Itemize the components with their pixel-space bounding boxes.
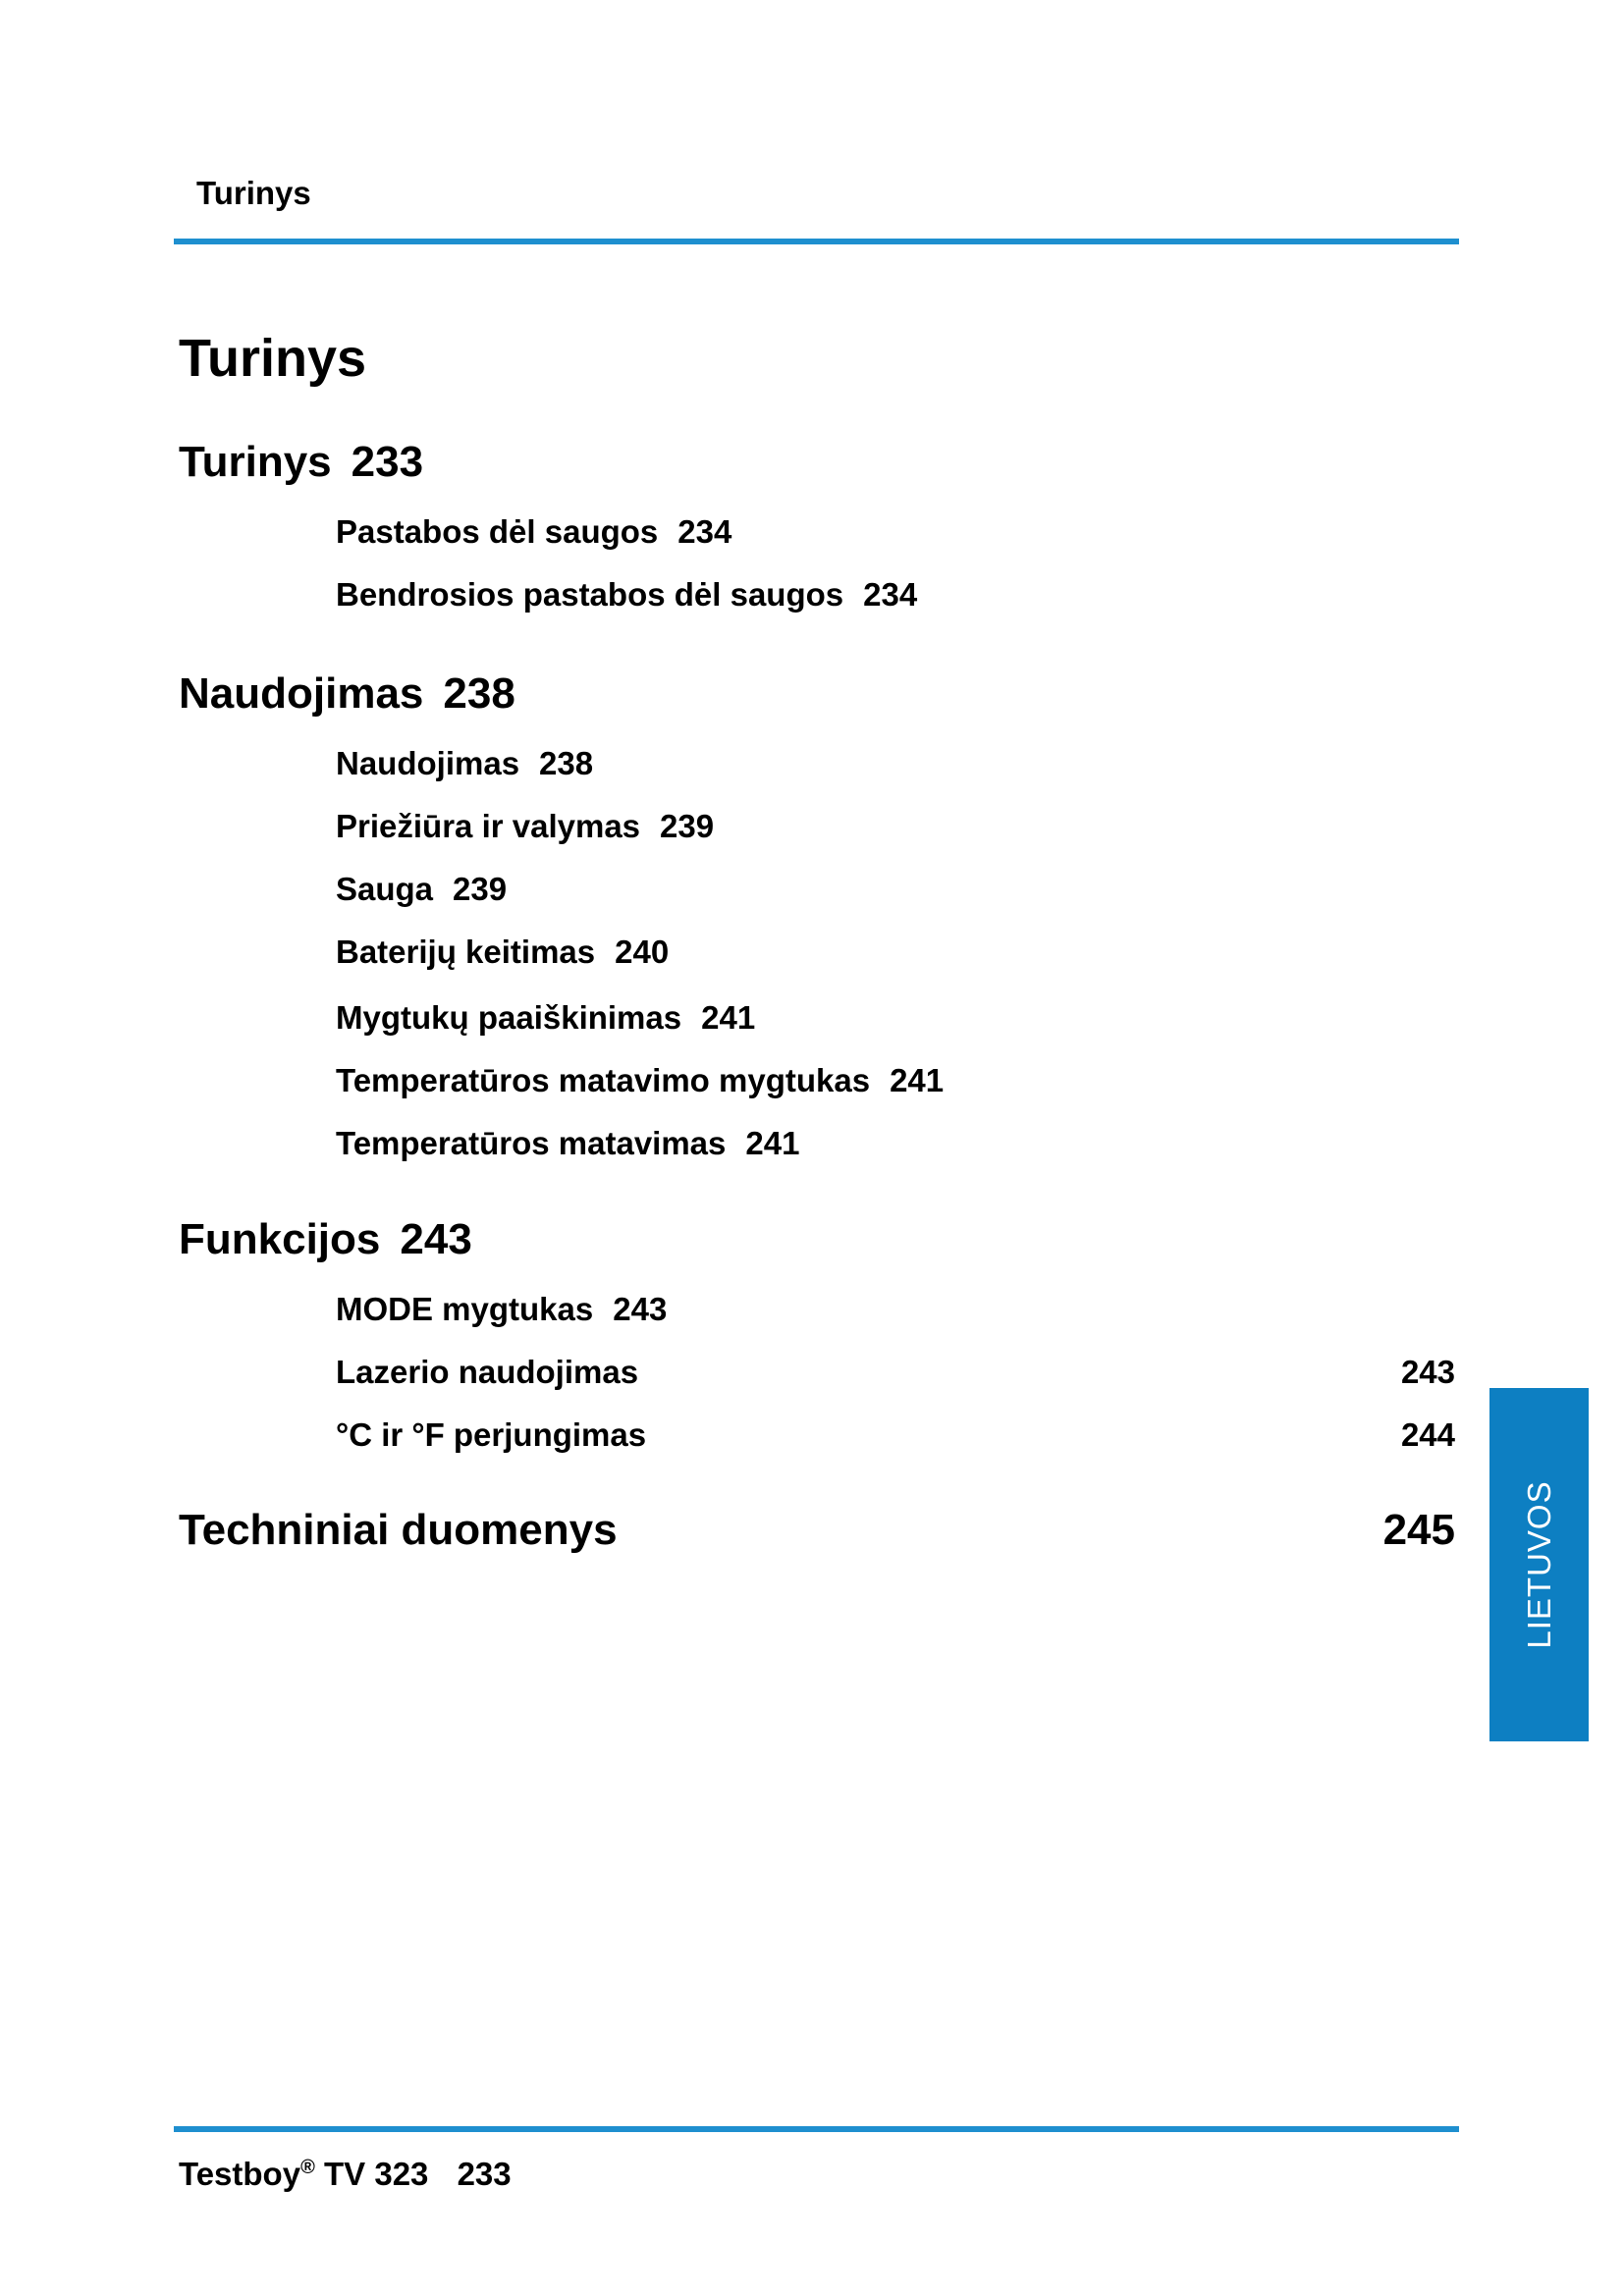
toc-entry-mygtuku-paaiskinimas[interactable] — [336, 999, 755, 1037]
toc-entry-page: 240 — [615, 934, 670, 970]
toc-entry-title: Mygtukų paaiškinimas — [336, 999, 682, 1036]
footer-rule — [174, 2126, 1459, 2132]
footer-model: TV 323 — [324, 2156, 429, 2192]
header-rule — [174, 239, 1459, 244]
toc-entry-page: 241 — [701, 999, 756, 1036]
language-tab-label: LIETUVOS — [1520, 1480, 1557, 1649]
toc-entry-naudojimas[interactable] — [336, 745, 593, 782]
toc-entry-page: 239 — [660, 808, 715, 844]
toc-entry-title: Naudojimas — [336, 745, 520, 781]
toc-entry-title: °C ir °F perjungimas — [336, 1416, 647, 1453]
toc-entry-page: 233 — [351, 438, 424, 486]
footer-registered-mark: ® — [300, 2157, 315, 2178]
toc-entry-page: 238 — [539, 745, 594, 781]
toc-entry-lazerio-naudojimas[interactable] — [336, 1354, 638, 1391]
toc-entry-page: 239 — [453, 871, 508, 907]
toc-entry-title: Funkcijos — [179, 1215, 381, 1263]
toc-entry-temperaturos-matavimas[interactable] — [336, 1125, 799, 1162]
toc-entry-title: Naudojimas — [179, 669, 424, 718]
toc-entry-page: 243 — [1400, 1354, 1455, 1390]
toc-section-techniniai-duomenys[interactable] — [179, 1506, 618, 1555]
toc-entry-title: Sauga — [336, 871, 434, 907]
language-tab — [1489, 1388, 1589, 1741]
toc-entry-page: 238 — [443, 669, 515, 718]
toc-entry-title: MODE mygtukas — [336, 1291, 594, 1327]
toc-entry-page: 244 — [1400, 1416, 1455, 1453]
toc-entry-page: 243 — [613, 1291, 668, 1327]
toc-entry-page: 234 — [677, 513, 732, 550]
toc-entry-title: Temperatūros matavimo mygtukas — [336, 1062, 871, 1098]
toc-entry-page: 245 — [1382, 1506, 1455, 1554]
toc-entry-page: 241 — [745, 1125, 800, 1161]
toc-entry-title: Temperatūros matavimas — [336, 1125, 727, 1161]
toc-entry-page: 241 — [890, 1062, 945, 1098]
toc-entry-bateriju-keitimas[interactable] — [336, 934, 669, 971]
footer-brand: Testboy — [179, 2156, 301, 2192]
toc-entry-sauga[interactable] — [336, 871, 507, 908]
toc-entry-page: 243 — [400, 1215, 472, 1263]
toc-entry-c-ir-f-perjungimas[interactable] — [336, 1416, 646, 1454]
page-title: Turinys — [179, 329, 367, 388]
toc-entry-title: Lazerio naudojimas — [336, 1354, 639, 1390]
toc-entry-mode-mygtukas[interactable] — [336, 1291, 667, 1328]
toc-entry-bendrosios-pastabos[interactable] — [336, 576, 917, 614]
toc-section-funkcijos[interactable] — [179, 1215, 472, 1264]
toc-section-naudojimas[interactable] — [179, 669, 515, 719]
toc-entry-page: 234 — [863, 576, 918, 613]
toc-entry-prieziura-ir-valymas[interactable] — [336, 808, 714, 845]
toc-entry-pastabos-del-saugos[interactable] — [336, 513, 731, 551]
toc-section-turinys[interactable] — [179, 438, 423, 487]
toc-entry-title: Techniniai duomenys — [179, 1506, 618, 1554]
toc-entry-title: Bendrosios pastabos dėl saugos — [336, 576, 844, 613]
toc-entry-title: Baterijų keitimas — [336, 934, 596, 970]
toc-entry-title: Pastabos dėl saugos — [336, 513, 659, 550]
footer — [179, 2156, 512, 2193]
running-header: Turinys — [196, 175, 311, 211]
toc-entry-temperaturos-matavimo-mygtukas[interactable] — [336, 1062, 944, 1099]
toc-entry-title: Turinys — [179, 438, 332, 486]
toc-entry-title: Priežiūra ir valymas — [336, 808, 641, 844]
footer-page-number: 233 — [457, 2156, 512, 2192]
